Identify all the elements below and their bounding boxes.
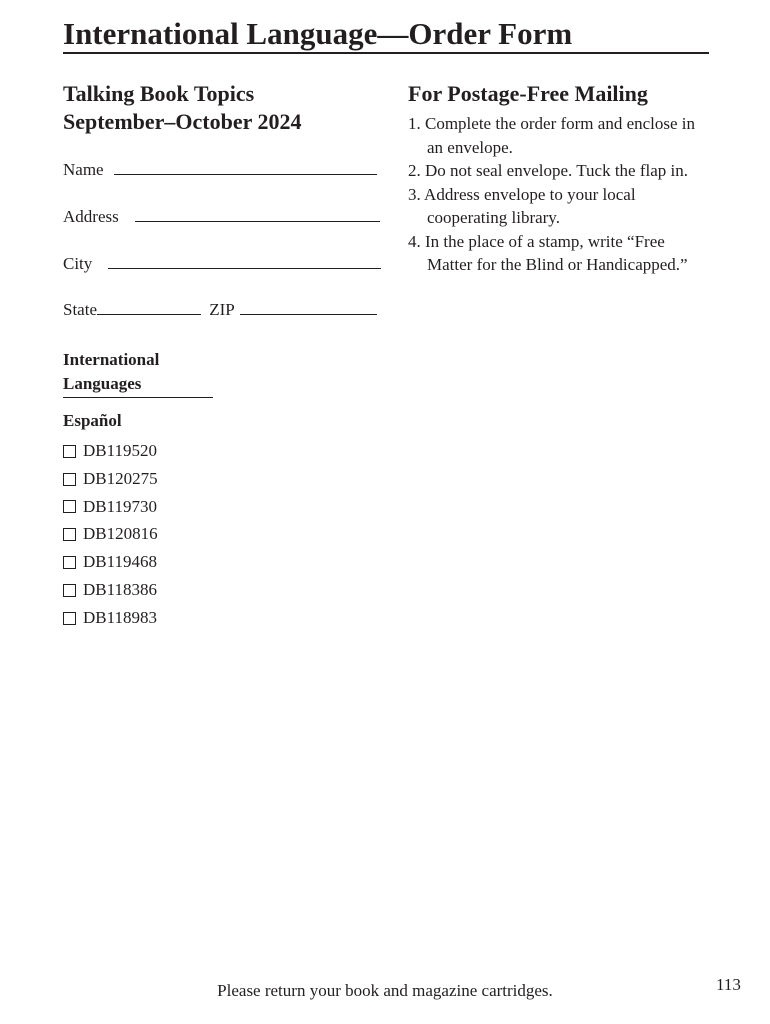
page-number: 113 [716, 975, 741, 994]
city-input-line[interactable] [108, 254, 381, 269]
form-heading-line1: Talking Book Topics [63, 81, 255, 106]
languages-heading-line1: International [63, 350, 160, 369]
zip-input-line[interactable] [240, 300, 377, 315]
footer-note: Please return your book and magazine cartridges. [217, 981, 553, 1000]
book-number: DB119468 [83, 552, 157, 572]
book-number: DB119520 [83, 441, 157, 460]
book-number: DB118983 [83, 607, 157, 627]
form-heading [63, 80, 302, 136]
book-number: DB119730 [83, 496, 157, 516]
mailing-step: 1. Complete the order form and enclose in an envelope. [408, 114, 696, 157]
mailing-steps [408, 112, 708, 277]
name-label: Name [63, 160, 104, 179]
state-zip-field [63, 299, 377, 321]
name-input-line[interactable] [114, 160, 377, 175]
language-section-title: Español [63, 411, 122, 430]
book-item [63, 604, 158, 632]
page-title: International Language—Order Form [63, 16, 709, 54]
city-field [63, 253, 381, 275]
book-number: DB118386 [83, 579, 157, 599]
checkbox[interactable] [63, 612, 76, 625]
checkbox[interactable] [63, 584, 76, 597]
state-input-line[interactable] [97, 300, 201, 315]
book-item [63, 548, 158, 576]
form-heading-line2: September–October 2024 [63, 109, 302, 134]
book-item [63, 493, 158, 521]
checkbox[interactable] [63, 445, 76, 458]
zip-label: ZIP [209, 300, 235, 319]
name-field [63, 159, 377, 181]
mailing-step: 4. In the place of a stamp, write “Free Matter for the Blind or Handicapped.” [408, 231, 688, 274]
address-label: Address [63, 207, 119, 226]
city-label: City [63, 254, 93, 273]
checkbox[interactable] [63, 528, 76, 541]
checkbox[interactable] [63, 500, 76, 513]
book-item [63, 520, 158, 548]
address-field [63, 206, 380, 228]
book-item [63, 576, 158, 604]
languages-heading-line2: Languages [63, 373, 142, 393]
mailing-step: 2. Do not seal envelope. Tuck the flap in. [408, 161, 688, 180]
book-item [63, 437, 158, 465]
checkbox[interactable] [63, 473, 76, 486]
book-number: DB120816 [83, 524, 158, 544]
state-label: State [63, 300, 97, 319]
mailing-heading: For Postage-Free Mailing [408, 81, 648, 106]
book-number: DB120275 [83, 468, 158, 488]
languages-heading [63, 348, 213, 398]
book-checklist [63, 437, 158, 632]
book-item [63, 465, 158, 493]
address-input-line[interactable] [135, 207, 380, 222]
mailing-step: 3. Address envelope to your local cooperating library. [408, 184, 636, 227]
checkbox[interactable] [63, 556, 76, 569]
